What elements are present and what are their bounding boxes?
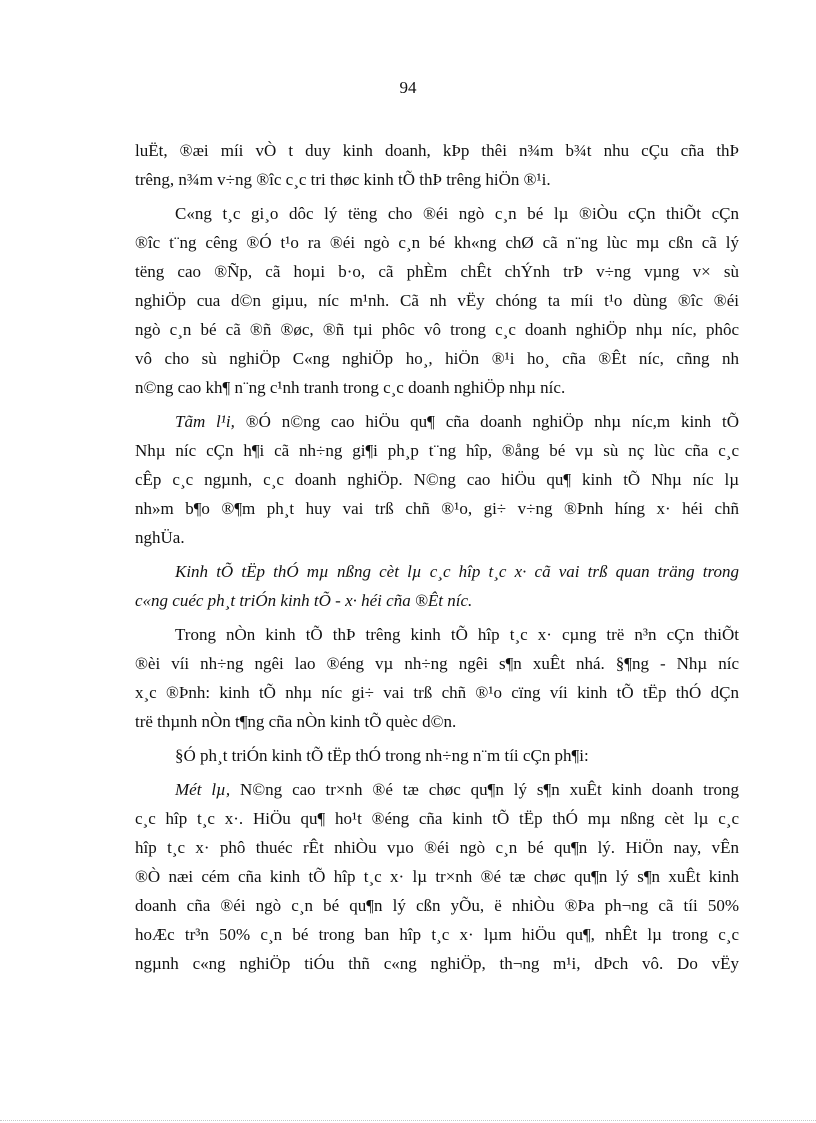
text-line: hîp t¸c x· phô thuéc rÊt nhiÒu vµo ®éi ngò c¸n bé qu¶n lý. HiÖn nay, vÊn — [135, 838, 739, 857]
text-line: vô cho sù nghiÖp C«ng nghiÖp ho¸, hiÖn ®¹i ho¸ cña ®Êt níc, cñng nh — [135, 349, 739, 368]
text-line: §Ó ph¸t triÓn kinh tÕ tËp thÓ trong nh÷ng n¨m tíi cÇn ph¶i: — [175, 746, 589, 765]
text-line: Nhµ níc cÇn h¶i cã nh÷ng gi¶i ph¸p t¨ng hîp, ®ång bé vµ sù nç lùc cña c¸c — [135, 441, 739, 460]
text-line: cÊp c¸c ngµnh, c¸c doanh nghiÖp. N©ng cao hiÖu qu¶ kinh tÕ Nhµ níc lµ — [135, 470, 739, 489]
lead-phrase: Tãm l¹i, — [175, 412, 235, 431]
text-line: c«ng cuéc ph¸t triÓn kinh tÕ - x· héi cña ®Êt níc. — [135, 591, 473, 610]
text-line: Trong nÒn kinh tÕ thÞ trêng kinh tÕ hîp t¸c x· cµng trë n³n cÇn thiÕt — [175, 625, 739, 644]
lead-phrase: Mét lµ, — [175, 780, 231, 799]
paragraph — [135, 557, 739, 615]
text-line: trêng, n¾m v÷ng ®îc c¸c tri thøc kinh tÕ thÞ trêng hiÖn ®¹i. — [135, 170, 551, 189]
paragraph — [135, 407, 739, 552]
text-line: Kinh tÕ tËp thÓ mµ nßng cèt lµ c¸c hîp t¸c x· cã vai trß quan träng trong — [175, 562, 739, 581]
text-line: n©ng cao kh¶ n¨ng c¹nh tranh trong c¸c doanh nghiÖp nhµ níc. — [135, 378, 566, 397]
text-line: ®èi víi nh÷ng ngêi lao ®éng vµ nh÷ng ngêi s¶n xuÊt nhá. §¶ng - Nhµ níc — [135, 654, 739, 673]
text-line: doanh cña ®éi ngò c¸n bé qu¶n lý cßn yÕu, ë nhiÒu ®Þa ph¬ng cã tíi 50% — [135, 896, 739, 915]
text-line — [135, 407, 739, 436]
text-line: trë thµnh nÒn t¶ng cña nÒn kinh tÕ quèc d©n. — [135, 712, 457, 731]
document-body — [135, 136, 739, 978]
page-edge-divider — [0, 1120, 816, 1121]
text-line: x¸c ®Þnh: kinh tÕ nhµ níc gi÷ vai trß chñ ®¹o cïng víi kinh tÕ tËp thÓ dÇn — [135, 683, 739, 702]
paragraph — [135, 741, 739, 770]
paragraph — [135, 775, 739, 978]
text-line: c¸c hîp t¸c x·. HiÖu qu¶ ho¹t ®éng cña kinh tÕ tËp thÓ mµ nßng cèt lµ c¸c — [135, 809, 739, 828]
text-line: ngò c¸n bé cã ®ñ ®øc, ®ñ tµi phôc vô trong c¸c doanh nghiÖp nhµ níc, phôc — [135, 320, 739, 339]
paragraph — [135, 136, 739, 194]
text-line: nghiÖp cua d©n giµu, níc m¹nh. Cã nh vËy chóng ta míi t¹o dùng ®îc ®éi — [135, 291, 739, 310]
text-line: hoÆc tr³n 50% c¸n bé trong ban hîp t¸c x· lµm hiÖu qu¶, nhÊt lµ trong c¸c — [135, 925, 739, 944]
text-line: ®îc t¨ng cêng ®Ó t¹o ra ®éi ngò c¸n bé kh«ng chØ cã n¨ng lùc mµ cßn cã lý — [135, 233, 739, 252]
text-run: ®Ó n©ng cao hiÖu qu¶ cña doanh nghiÖp nhµ níc,m kinh tÕ — [245, 412, 739, 431]
text-line: tëng cao ®Ñp, cã hoµi b·o, cã phÈm chÊt chÝnh trÞ v÷ng vµng v× sù — [135, 262, 739, 281]
text-line — [135, 775, 739, 804]
text-line: ngµnh c«ng nghiÖp tiÓu thñ c«ng nghiÖp, th¬ng m¹i, dÞch vô. Do vËy — [135, 954, 739, 973]
page-number: 94 — [399, 78, 417, 97]
text-run: N©ng cao tr×nh ®é tæ chøc qu¶n lý s¶n xuÊt kinh doanh trong — [239, 780, 739, 799]
text-line: nghÜa. — [135, 528, 185, 547]
text-line: ®Ò næi cém cña kinh tÕ hîp t¸c x· lµ tr×nh ®é tæ chøc qu¶n lý s¶n xuÊt kinh — [135, 867, 739, 886]
paragraph — [135, 620, 739, 736]
text-line: C«ng t¸c gi¸o dôc lý tëng cho ®éi ngò c¸n bé lµ ®iÒu cÇn thiÕt cÇn — [175, 204, 739, 223]
paragraph — [135, 199, 739, 402]
text-line: nh»m b¶o ®¶m ph¸t huy vai trß chñ ®¹o, gi÷ v÷ng ®Þnh híng x· héi chñ — [135, 499, 739, 518]
text-line: luËt, ®æi míi vÒ t duy kinh doanh, kÞp thêi n¾m b¾t nhu cÇu cña thÞ — [135, 141, 739, 160]
